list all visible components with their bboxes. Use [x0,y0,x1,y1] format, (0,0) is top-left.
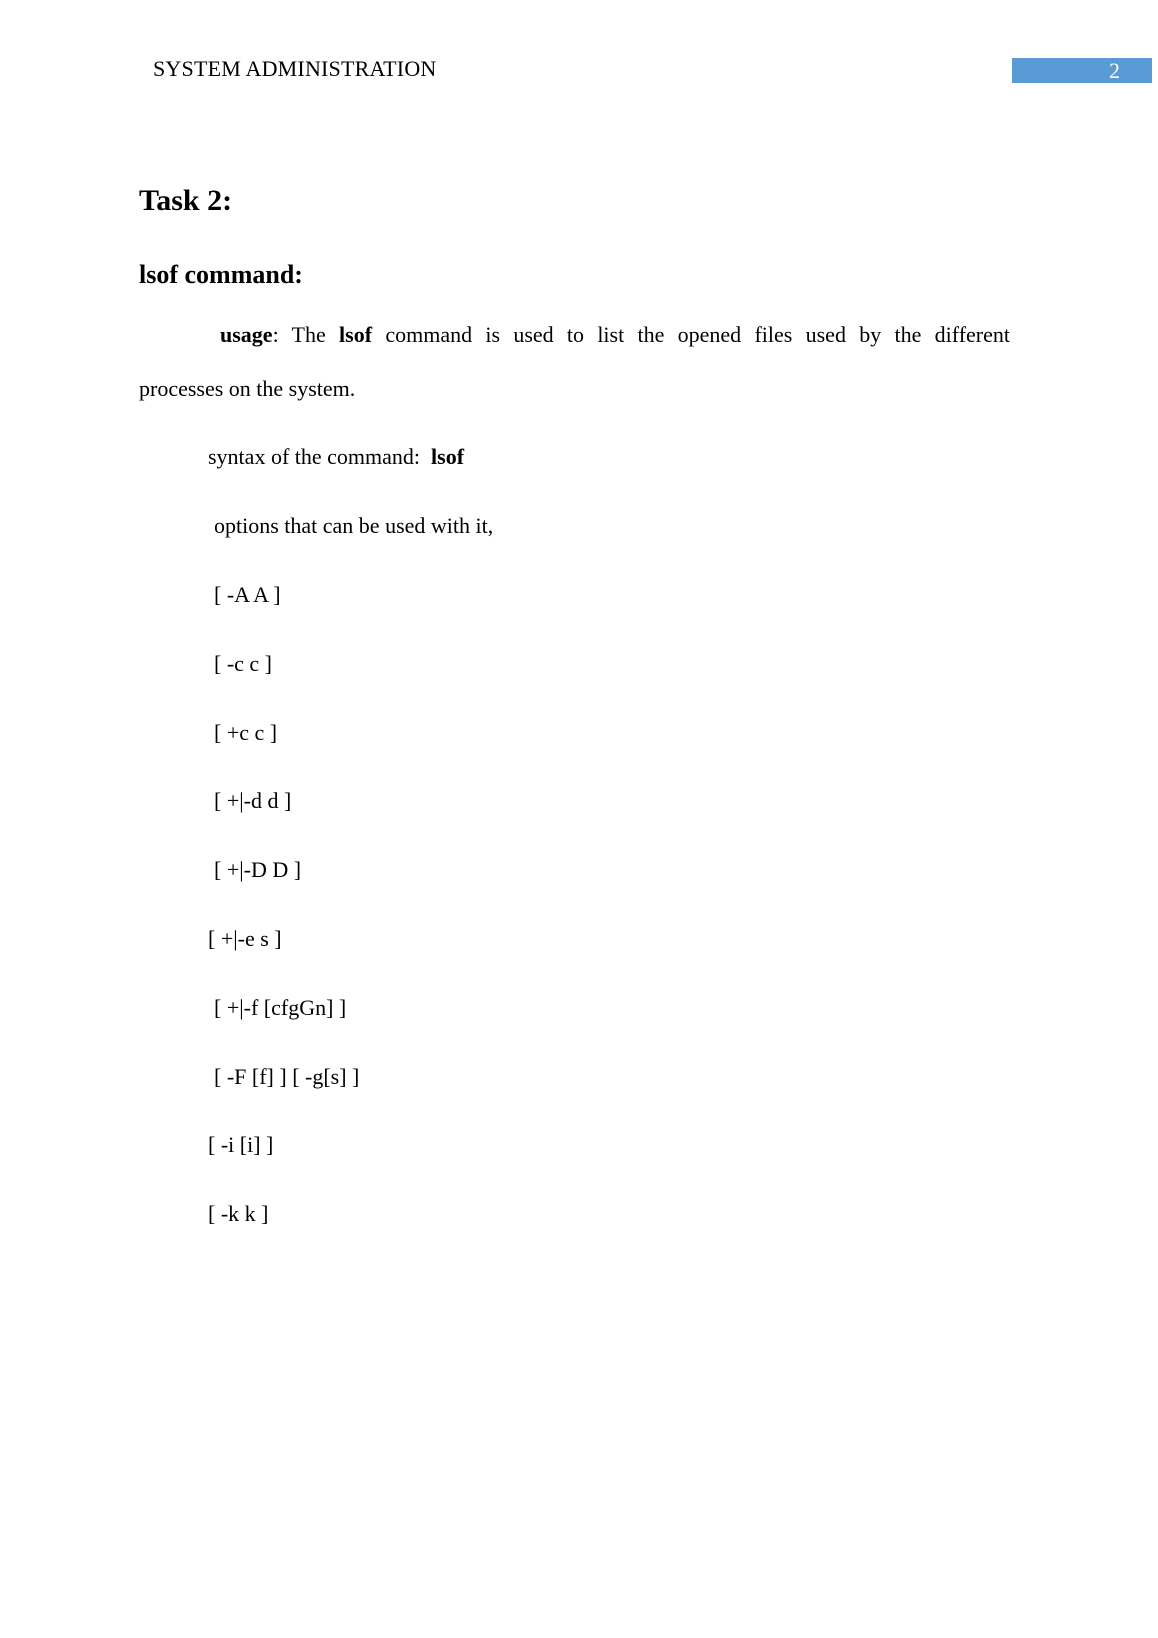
section-heading: lsof command: [139,260,303,289]
usage-paragraph [220,322,1010,348]
option-item: [ -F [f] ] [ -g[s] ] [214,1064,360,1089]
usage-label: usage [220,322,273,347]
usage-continuation: processes on the system. [139,376,356,401]
options-intro: options that can be used with it, [214,513,494,538]
option-item: [ +|-d d ] [214,788,292,813]
option-item: [ -A A ] [214,582,281,607]
option-item: [ +|-D D ] [214,857,302,882]
option-item: [ -i [i] ] [208,1132,274,1157]
option-item: [ +c c ] [214,720,278,745]
syntax-label: syntax of the command: [208,444,421,469]
option-item: [ +|-f [cfgGn] ] [214,995,347,1020]
page-number: 2 [1109,58,1120,83]
task-heading: Task 2: [139,184,233,217]
option-item: [ -k k ] [208,1201,269,1226]
header-title: SYSTEM ADMINISTRATION [153,56,437,81]
usage-text: command is used to list the opened files used by the different [372,322,1010,347]
option-item: [ -c c ] [214,651,273,676]
option-item: [ +|-e s ] [208,926,282,951]
usage-separator: : The [272,322,340,347]
usage-command: lsof [339,322,373,347]
syntax-command: lsof [431,444,465,469]
page-number-box [1012,58,1152,83]
syntax-line [208,444,464,470]
